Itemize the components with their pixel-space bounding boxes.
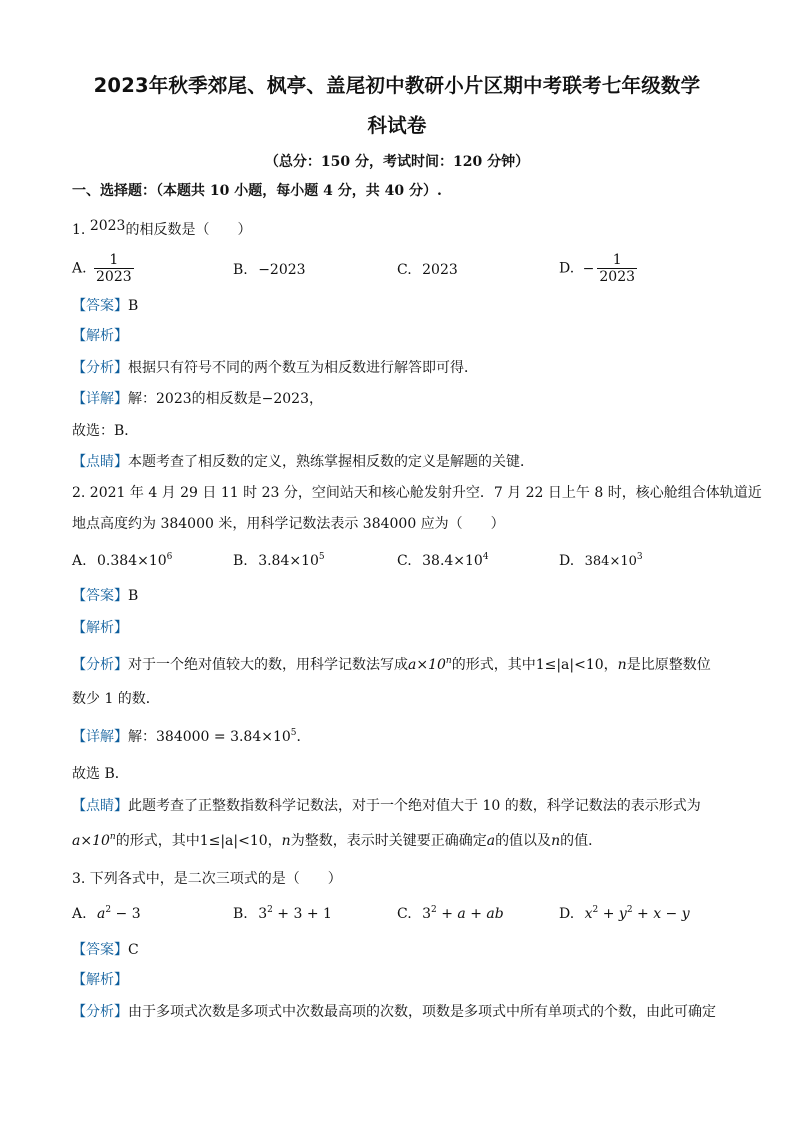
- equation: 384000 = 3.84×10: [156, 729, 291, 745]
- option-label: A.: [72, 553, 87, 569]
- dianjing-text: 本题考查了相反数的定义，熟练掌握相反数的定义是解题的关键．: [128, 454, 534, 470]
- xiangjie-tag: 【详解】: [72, 391, 128, 407]
- q1-answer: [72, 296, 138, 316]
- exponent: 2: [105, 905, 112, 915]
- question-2-stem-line2: 地点高度约为 384000 米，用科学记数法表示 384000 应为（ ）: [72, 516, 505, 532]
- q3-answer: [72, 940, 139, 960]
- minus-sign: −: [582, 260, 595, 277]
- numerator: 1: [109, 252, 119, 268]
- exponent: 2: [431, 905, 437, 915]
- xiangjie-text: ．: [296, 729, 311, 745]
- exponent: 4: [482, 552, 489, 562]
- q2-option-a: [72, 551, 172, 571]
- option-value: [422, 553, 488, 569]
- exponent: 3: [636, 552, 643, 562]
- q2-guxuan: 故选 B．: [72, 766, 129, 782]
- option-value: [258, 906, 332, 922]
- variable-x: x: [584, 906, 593, 922]
- fenxi-text: 由于多项式次数是多项式中次数最高项的次数，项数是多项式中所有单项式的个数，由此可确定: [128, 1004, 716, 1020]
- dianjing-tag: 【点睛】: [72, 798, 128, 814]
- stem-value: 2023: [89, 218, 126, 234]
- exponent: 5: [290, 728, 297, 738]
- term: + y: [598, 906, 627, 922]
- exponent: 2: [592, 905, 599, 915]
- q2-option-c: [397, 551, 489, 571]
- question-number: 1.: [72, 222, 86, 238]
- range-expression: 1≤|a|<10: [535, 657, 604, 673]
- option-label: B.: [233, 553, 248, 569]
- answer-value: B: [128, 298, 139, 314]
- exponent: n: [445, 656, 452, 666]
- rest: + x − y: [632, 906, 690, 922]
- sci-notation: a×10: [408, 657, 446, 673]
- dianjing-text: 的值以及: [495, 833, 552, 849]
- page-title: 2023年秋季郊尾、枫亭、盖尾初中教研小片区期中考联考七年级数学: [93, 74, 701, 97]
- q1-option-d: [559, 252, 640, 285]
- dianjing-text: ，: [267, 833, 282, 849]
- q2-answer: [72, 586, 138, 606]
- q2-option-b: [233, 551, 325, 571]
- exponent: 2: [267, 905, 273, 915]
- xiangjie-tag: 【详解】: [72, 729, 128, 745]
- fenxi-tag: 【分析】: [72, 657, 128, 673]
- answer-value: C: [128, 942, 139, 958]
- option-label: C.: [397, 262, 412, 278]
- option-label: A.: [72, 260, 87, 277]
- dianjing-text: 的形式，其中: [115, 833, 200, 849]
- option-label: C.: [397, 553, 412, 569]
- base: 0.384×10: [97, 553, 167, 569]
- dianjing-text: 的值．: [560, 833, 603, 849]
- q3-fenxi: [72, 1002, 716, 1022]
- fenxi-text: 根据只有符号不同的两个数互为相反数进行解答即可得．: [128, 360, 478, 376]
- option-value: [422, 906, 504, 922]
- base: 384×10: [584, 554, 637, 569]
- q1-option-a: [72, 252, 137, 285]
- rest: + 3 + 1: [272, 906, 332, 922]
- answer-tag: 【答案】: [72, 588, 128, 604]
- page-title-line2: 科试卷: [367, 114, 427, 137]
- dianjing-text: 此题考查了正整数指数科学记数法，对于一个绝对值大于 10 的数，科学记数法的表示形式为: [128, 798, 701, 814]
- fenxi-tag: 【分析】: [72, 1004, 128, 1020]
- rest: + a + ab: [436, 906, 504, 922]
- option-value: [258, 553, 324, 569]
- denominator: 2023: [599, 269, 636, 285]
- q2-dianjing: [72, 796, 701, 816]
- fraction: [94, 252, 134, 285]
- q3-analysis-tag: 【解析】: [72, 972, 128, 988]
- q3-option-b: [233, 904, 332, 924]
- option-value: [97, 906, 141, 922]
- option-value: −2023: [258, 262, 306, 278]
- option-value: [585, 906, 690, 922]
- section-heading: 一、选择题：（本题共 10 小题，每小题 4 分，共 40 分）.: [72, 183, 442, 199]
- q2-option-d: [559, 551, 643, 572]
- q1-option-b: [233, 260, 306, 280]
- fenxi-text: 对于一个绝对值较大的数，用科学记数法写成: [128, 657, 408, 673]
- xiangjie-text: 解：: [128, 729, 156, 745]
- fenxi-text: 是比原整数位: [626, 657, 711, 673]
- fraction: [597, 252, 637, 285]
- exponent: 5: [318, 552, 325, 562]
- q1-dianjing: [72, 452, 534, 472]
- variable-n: n: [617, 657, 627, 673]
- option-value: 2023: [422, 262, 458, 278]
- sci-notation: a×10: [72, 833, 110, 849]
- q1-fenxi: [72, 358, 478, 378]
- exponent: 2: [626, 905, 633, 915]
- xiangjie-text: 解：2023的相反数是−2023，: [128, 391, 323, 407]
- q1-analysis-tag: 【解析】: [72, 328, 128, 344]
- dianjing-tag: 【点睛】: [72, 454, 128, 470]
- q2-xiangjie: [72, 727, 311, 747]
- option-label: D.: [559, 553, 575, 569]
- answer-tag: 【答案】: [72, 298, 128, 314]
- option-label: D.: [559, 906, 575, 922]
- exponent: 6: [166, 552, 173, 562]
- answer-value: B: [128, 588, 139, 604]
- fenxi-text: 的形式，其中: [451, 657, 536, 673]
- base: 3.84×10: [258, 553, 319, 569]
- option-label: C.: [397, 906, 412, 922]
- question-2-stem-line1: 2. 2021 年 4 月 29 日 11 时 23 分，空间站天和核心舱发射升空．7 月 22 日上午 8 时，核心舱组合体轨道近: [72, 485, 762, 501]
- variable-a: a: [486, 833, 496, 849]
- option-label: B.: [233, 262, 248, 278]
- q1-xiangjie: [72, 389, 323, 409]
- exponent: n: [109, 832, 116, 842]
- dianjing-text: 为整数，表示时关键要正确确定: [290, 833, 487, 849]
- q3-option-d: [559, 904, 690, 924]
- exam-info: （总分：150 分，考试时间：120 分钟）: [264, 154, 530, 170]
- option-value: [585, 554, 643, 569]
- variable-n: n: [551, 833, 561, 849]
- option-label: B.: [233, 906, 248, 922]
- fenxi-text: ，: [603, 657, 618, 673]
- rest: − 3: [111, 906, 141, 922]
- question-3-stem: 3. 下列各式中，是二次三项式的是（ ）: [72, 871, 342, 887]
- option-value: [97, 553, 172, 569]
- q3-option-c: [397, 904, 504, 924]
- q2-dianjing-line2: [72, 831, 602, 851]
- base: 38.4×10: [422, 553, 483, 569]
- q3-option-a: [72, 904, 141, 924]
- q1-guxuan: 故选：B．: [72, 423, 139, 439]
- option-label: A.: [72, 906, 87, 922]
- fenxi-tag: 【分析】: [72, 360, 128, 376]
- numerator: 1: [612, 252, 622, 268]
- base: 3: [258, 906, 268, 922]
- stem-text: 的相反数是（ ）: [125, 222, 252, 238]
- q1-option-c: [397, 260, 458, 280]
- answer-tag: 【答案】: [72, 942, 128, 958]
- option-label: D.: [559, 260, 575, 277]
- q2-analysis-tag: 【解析】: [72, 620, 128, 636]
- base: 3: [422, 906, 432, 922]
- denominator: 2023: [96, 269, 132, 285]
- q2-fenxi: [72, 655, 711, 675]
- range-expression: 1≤|a|<10: [199, 833, 268, 849]
- base: a: [97, 906, 106, 922]
- variable-n: n: [281, 833, 291, 849]
- q2-fenxi-line2: 数少 1 的数．: [72, 691, 160, 707]
- question-1-stem: [72, 220, 251, 240]
